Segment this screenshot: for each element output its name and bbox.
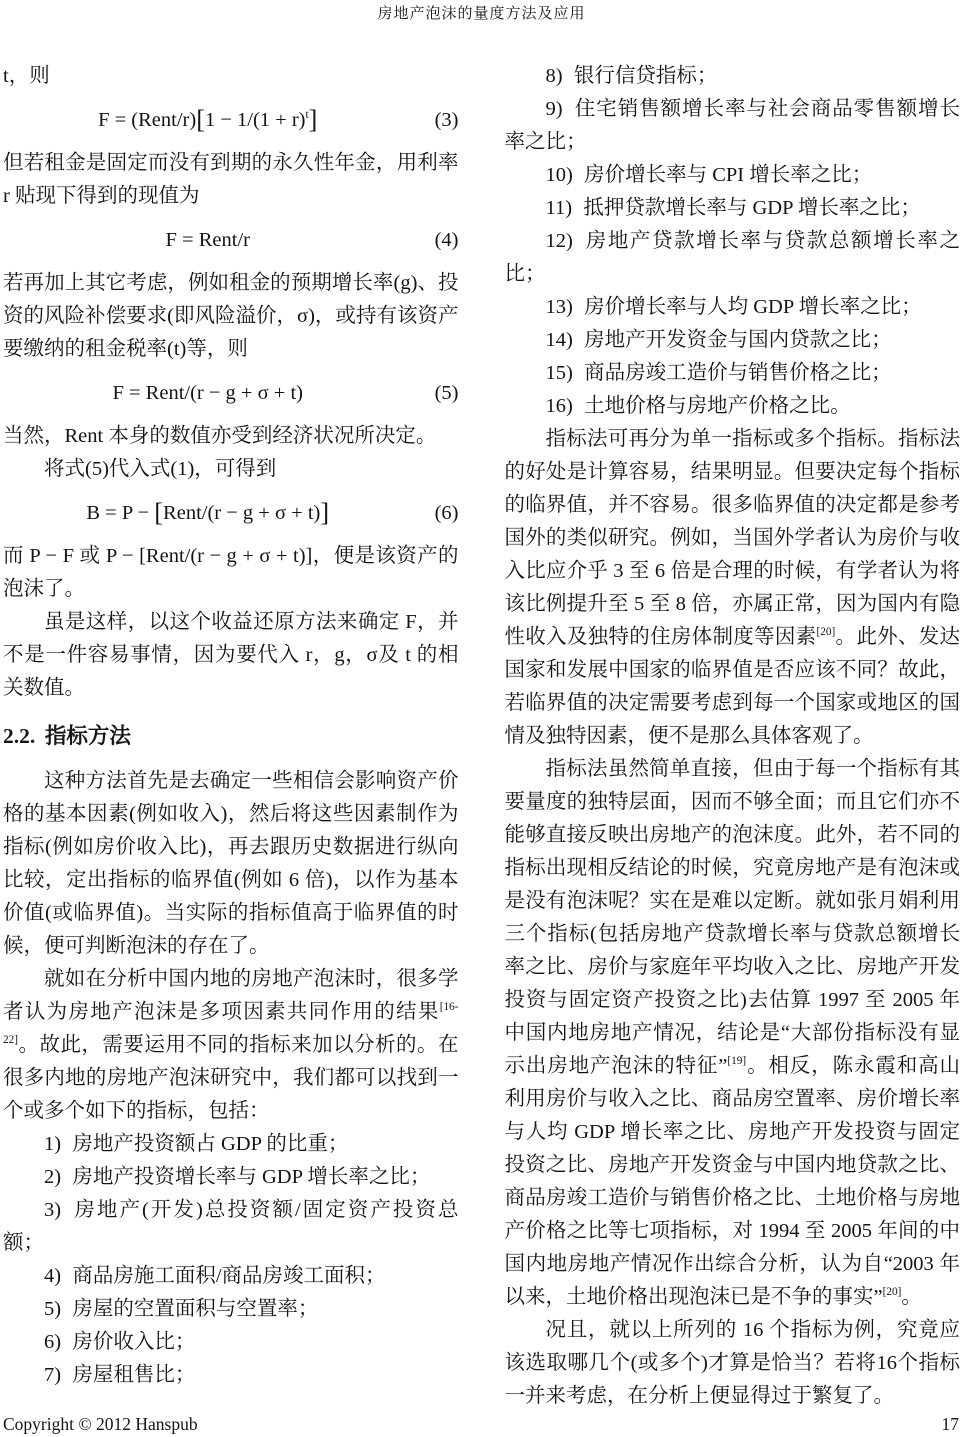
list-item-15: 15) 商品房竣工造价与销售价格之比；: [545, 362, 892, 384]
copyright: Copyright © 2012 Hanspub: [3, 1414, 198, 1434]
list-item-number: 13): [545, 296, 573, 318]
formula-5: [3, 375, 459, 411]
right-bracket: ]: [308, 105, 318, 134]
list-item-number: 11): [545, 197, 573, 219]
list-item-number: 15): [545, 362, 573, 384]
list-item-2: 2) 房地产投资增长率与 GDP 增长率之比；: [44, 1166, 431, 1188]
citation-20: [20]: [882, 1286, 902, 1299]
list-item-14: 14) 房地产开发资金与国内贷款之比；: [545, 329, 892, 351]
exponent: t: [305, 109, 309, 122]
list-item-10: 10) 房价增长率与 CPI 增长率之比；: [545, 164, 873, 186]
list-item-number: 14): [545, 329, 573, 351]
list-item-8: 8) 银行信贷指标；: [545, 65, 718, 87]
list-item-number: 6): [44, 1331, 62, 1353]
paragraph-mainland: 就如在分析中国内地的房地产泡沫时，很多学者认为房地产泡沫是多项因素共同作用的结果[16-22]。故此，需要运用不同的指标来加以分析的。在很多内地的房地产泡沫研究中，我们都可以找到一个或多个如下的指标，包括：: [3, 968, 459, 1122]
formula-6: [3, 495, 459, 531]
list-item-16: 16) 土地价格与房地产价格之比。: [545, 395, 851, 417]
list-item-number: 12): [545, 230, 573, 252]
paragraph-fixed-rent: 但若租金是固定而没有到期的永久性年金，用利率 r 贴现下得到的现值为: [3, 152, 459, 207]
paragraph-rent-economy: 当然，Rent 本身的数值亦受到经济状况所决定。: [3, 425, 437, 447]
list-item-1: 1) 房地产投资额占 GDP 的比重；: [44, 1133, 349, 1155]
right-bracket: ]: [320, 498, 330, 527]
list-item-4: 4) 商品房施工面积/商品房竣工面积；: [44, 1265, 386, 1287]
running-title: 房地产泡沫的量度方法及应用: [377, 6, 586, 22]
list-item-12: 12) 房地产贷款增长率与贷款总额增长率之比；: [504, 230, 960, 285]
list-item-13: 13) 房价增长率与人均 GDP 增长率之比；: [545, 296, 922, 318]
paragraph-substitute: 将式(5)代入式(1)，可得到: [44, 458, 277, 480]
citation-20: [20]: [816, 626, 836, 639]
paragraph-selection: 况且，就以上所列的 16 个指标为例，究竟应该选取哪几个(或多个)才算是恰当？若将16个指标一并来考虑，在分析上便显得过于繁复了。: [504, 1319, 960, 1407]
paragraph-bubble-definition: 而 P − F 或 P − [Rent/(r − g + σ + t)]，便是该资产的泡沫了。: [3, 545, 459, 600]
citation-16-22: [16-22]: [3, 1001, 459, 1047]
formula-4-math: F = Rent/r: [165, 229, 250, 251]
paragraph-other-considerations: 若再加上其它考虑，例如租金的预期增长率(g)、投资的风险补偿要求(即风险溢价，σ)，或持有该资产要缴纳的租金税率(t)等，则: [3, 272, 459, 360]
right-column: [505, 60, 961, 1413]
list-item-number: 5): [44, 1298, 62, 1320]
formula-6-math: B = P − [Rent/(r − g + σ + t)]: [86, 498, 330, 527]
list-item-number: 9): [545, 98, 563, 120]
formula-3: [3, 102, 459, 138]
paragraph-limitations: 指标法虽然简单直接，但由于每一个指标有其要量度的独特层面，因而不够全面；而且它们亦不能够直接反映出房地产的泡沫度。此外，若不同的指标出现相反结论的时候，究竟房地产是有泡沫或是没有泡沫呢？实在是难以定断。就如张月娟利用三个指标(包括房地产贷款增长率与贷款总额增长率之比、房价与家庭年平均收入之比、房地产开发投资与固定资产投资之比)去估算 1997 至 2005 年中国内地房地产情况，结论是“大部份指标没有显示出房地产泡沫的特征”[19]。相反，陈永霞和高山利用房价与收入之比、商品房空置率、房价增长率与人均 GDP 增长率之比、房地产开发投资与固定投资之比、房地产开发资金与中国内地贷款之比、商品房竣工造价与销售价格之比、土地价格与房地产价格之比等七项指标，对 1994 至 2005 年间的中国内地房地产情况作出综合分析，认为自“2003 年以来，土地价格出现泡沫已是不争的事实”[20]。: [504, 758, 960, 1308]
list-item-number: 7): [44, 1364, 62, 1386]
equation-number-3: (3): [434, 109, 459, 131]
formula-5-math: F = Rent/(r − g + σ + t): [112, 382, 304, 404]
equation-number-6: (6): [434, 502, 459, 524]
page-footer: [3, 1413, 960, 1437]
list-item-number: 1): [44, 1133, 62, 1155]
paragraph-indicator-method: 指标法可再分为单一指标或多个指标。指标法的好处是计算容易，结果明显。但要决定每个指标的临界值，并不容易。很多临界值的决定都是参考国外的类似研究。例如，当国外学者认为房价与收入比应介乎 3 至 6 倍是合理的时候，有学者认为将该比例提升至 5 至 8 倍，亦属正常，因为国内有隐性收入及独特的住房体制度等因素[20]。此外、发达国家和发展中国家的临界值是否应该不同？故此，若临界值的决定需要考虑到每一个国家或地区的国情及独特因素，便不是那么具体客观了。: [504, 428, 961, 747]
left-bracket: [: [154, 498, 164, 527]
list-item-number: 10): [545, 164, 573, 186]
paragraph-method-intro: 这种方法首先是去确定一些相信会影响资产价格的基本因素(例如收入)，然后将这些因素制作为指标(例如房价收入比)，再去跟历史数据进行纵向比较，定出指标的临界值(例如 6 倍)，以作为基本价值(或临界值)。当实际的指标值高于临界值的时候，便可判断泡沫的存在了。: [3, 770, 459, 957]
citation-19: [19]: [727, 1055, 747, 1068]
equation-number-4: (4): [434, 229, 459, 251]
paragraph-not-easy: 虽是这样，以这个收益还原方法来确定 F，并不是一件容易事情，因为要代入 r，g，σ及 t 的相关数值。: [3, 611, 459, 699]
list-item-6: 6) 房价收入比；: [44, 1331, 196, 1353]
page-number: 17: [941, 1414, 959, 1434]
list-item-11: 11) 抵押贷款增长率与 GDP 增长率之比；: [545, 197, 921, 219]
left-bracket: [: [196, 105, 205, 134]
list-item-number: 16): [545, 395, 573, 417]
list-item-number: 2): [44, 1166, 62, 1188]
formula-4: [3, 222, 459, 258]
formula-3-math: F = (Rent/r)[1 − $1/(1 + r)^t$]: [98, 105, 318, 134]
two-column-body: [3, 60, 960, 1413]
list-item-5: 5) 房屋的空置面积与空置率；: [44, 1298, 319, 1320]
equation-number-5: (5): [434, 382, 459, 404]
section-title: 指标方法: [44, 724, 131, 748]
section-heading-2-2: [3, 720, 459, 753]
lead-line: t，则: [3, 65, 50, 87]
section-number: 2.2.: [3, 724, 36, 748]
list-item-7: 7) 房屋租售比；: [44, 1364, 196, 1386]
list-item-number: 4): [44, 1265, 62, 1287]
list-item-number: 3): [44, 1199, 62, 1221]
list-item-3: 3) 房地产(开发)总投资额/固定资产投资总额；: [3, 1199, 459, 1254]
left-column: [3, 60, 459, 1392]
list-item-number: 8): [545, 65, 563, 87]
list-item-9: 9) 住宅销售额增长率与社会商品零售额增长率之比；: [504, 98, 960, 153]
